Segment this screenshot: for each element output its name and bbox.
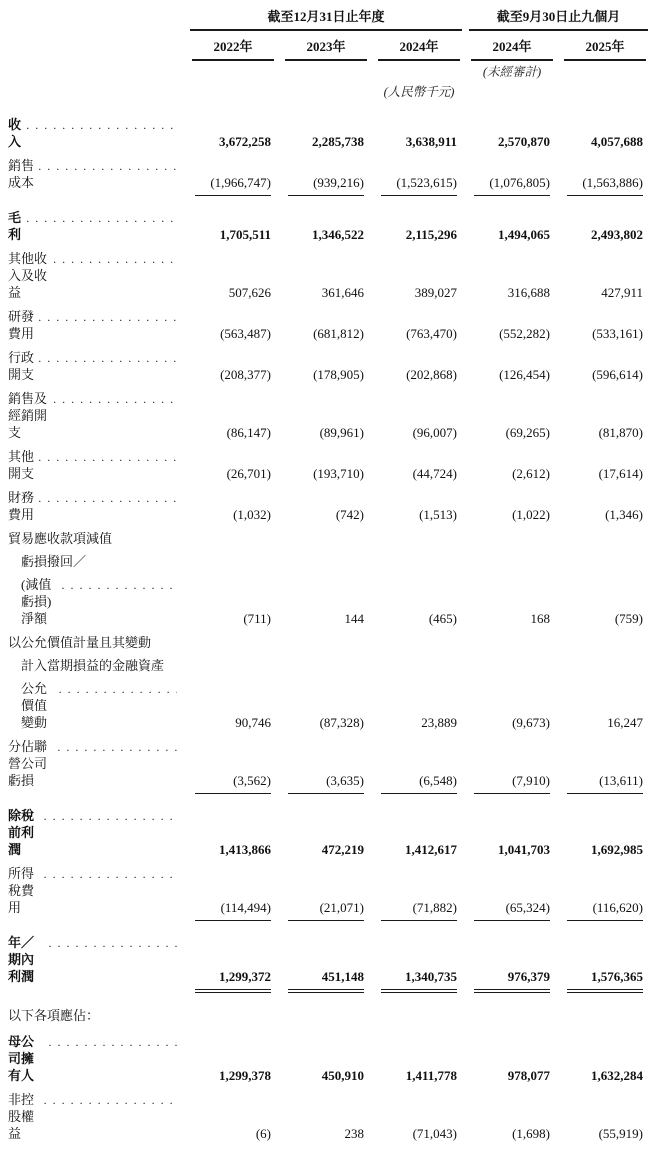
row-label [8, 634, 178, 731]
dotted-leader [38, 489, 177, 507]
row-label-line [8, 308, 178, 342]
currency-unit-note: (人民幣千元) [383, 85, 455, 99]
row-label-text: (減值虧損)淨額 [21, 577, 52, 626]
value-cell: (1,346) [605, 507, 643, 522]
row-label-text: 收入 [8, 117, 22, 149]
value-cell: (711) [243, 611, 271, 626]
table-row [8, 738, 654, 794]
row-label-text: 銷售及經銷開支 [8, 391, 48, 440]
row-label [8, 448, 178, 482]
row-label-text: 其他開支 [8, 449, 35, 481]
table-row [8, 349, 654, 383]
row-label [8, 1007, 178, 1024]
value-cell: (1,032) [233, 507, 271, 522]
row-label [8, 308, 178, 342]
group-header-annual: 截至12月31日止年度 [190, 8, 462, 31]
value-cell: (596,614) [592, 367, 643, 382]
table-row [8, 934, 654, 990]
dotted-leader [57, 738, 177, 756]
value-cell: (1,513) [419, 507, 457, 522]
row-label-line [8, 657, 178, 674]
row-label [8, 349, 178, 383]
dotted-leader [26, 209, 177, 227]
dotted-leader [53, 390, 177, 408]
row-label-text: 所得稅費用 [8, 866, 35, 915]
row-label-text: 年／期內利潤 [8, 935, 35, 984]
value-cell: (759) [614, 611, 643, 626]
row-label [8, 1033, 178, 1084]
value-cell: (1,523,615) [381, 174, 457, 196]
column-header-2024: 2024年 [378, 38, 460, 61]
value-cell: (202,868) [406, 367, 457, 382]
row-label-line [8, 489, 178, 523]
value-cell: 361,646 [321, 285, 364, 300]
dotted-leader [38, 448, 177, 466]
row-label-line [8, 807, 178, 858]
row-label-line [8, 934, 178, 985]
row-label-text: 母公司擁有人 [8, 1034, 35, 1083]
value-cell: 4,057,688 [591, 134, 643, 149]
table-header-note-row [8, 64, 654, 81]
row-label-text: 財務費用 [8, 490, 35, 522]
value-cell: (1,563,886) [567, 174, 643, 196]
row-label-text: 其他收入及收益 [8, 251, 48, 300]
value-cell: (1,076,805) [474, 174, 550, 196]
header-body-divider [8, 104, 654, 116]
value-cell: 1,299,372 [195, 968, 271, 990]
column-header-2025-interim: 2025年 [564, 38, 646, 61]
row-label-text: 計入當期損益的金融資產 [21, 658, 165, 673]
group-header-interim: 截至9月30日止九個月 [469, 8, 648, 31]
table-currency-note-row [8, 84, 654, 101]
column-header-2023: 2023年 [285, 38, 367, 61]
value-cell: (89,961) [319, 425, 364, 440]
row-label-text: 公允價值變動 [21, 681, 48, 730]
value-cell: 1,041,703 [498, 842, 550, 857]
row-label-line [8, 738, 178, 789]
row-label [8, 390, 178, 441]
row-label-text: 研發費用 [8, 309, 35, 341]
row-label [8, 1091, 178, 1142]
table-row [8, 1033, 654, 1084]
row-label-line [8, 448, 178, 482]
row-label-text: 分佔聯營公司虧損 [8, 739, 48, 788]
value-cell: (465) [428, 611, 457, 626]
value-cell: 16,247 [607, 715, 643, 730]
value-cell: 1,705,511 [219, 227, 271, 242]
column-header-2022: 2022年 [192, 38, 274, 61]
value-cell: (1,022) [512, 507, 550, 522]
value-cell: 2,115,296 [405, 227, 457, 242]
table-row [8, 489, 654, 523]
unaudited-note: (未經審計) [482, 65, 542, 79]
row-label [8, 530, 178, 627]
table-row [8, 250, 654, 301]
row-label-text: 除稅前利潤 [8, 808, 35, 857]
row-label-line [8, 634, 178, 651]
value-cell: 1,346,522 [312, 227, 364, 242]
dotted-leader [49, 1033, 177, 1051]
value-cell: (13,611) [567, 772, 643, 794]
value-cell: 1,412,617 [405, 842, 457, 857]
row-label [8, 157, 178, 196]
row-label-line [8, 1033, 178, 1084]
value-cell: (563,487) [220, 326, 271, 341]
value-cell: 1,576,365 [567, 968, 643, 990]
row-label-line [8, 209, 178, 243]
dotted-leader [38, 157, 177, 175]
value-cell: (3,635) [288, 772, 364, 794]
value-cell: 389,027 [414, 285, 457, 300]
value-cell: 427,911 [601, 285, 643, 300]
value-cell: (71,882) [381, 899, 457, 921]
value-cell: (87,328) [319, 715, 364, 730]
column-header-2024-interim: 2024年 [471, 38, 553, 61]
row-label-line [8, 250, 178, 301]
row-label-line [8, 576, 178, 627]
table-row [8, 634, 654, 731]
value-cell: (2,612) [512, 466, 550, 481]
section-heading-row [8, 1007, 654, 1024]
value-cell: 1,692,985 [591, 842, 643, 857]
value-cell: 3,672,258 [219, 134, 271, 149]
dotted-leader [38, 349, 177, 367]
value-cell: (86,147) [226, 425, 271, 440]
value-cell: (178,905) [313, 367, 364, 382]
value-cell: 3,638,911 [405, 134, 457, 149]
row-label [8, 807, 178, 858]
value-cell: (552,282) [499, 326, 550, 341]
value-cell: 472,219 [321, 842, 364, 857]
row-label-text: 毛利 [8, 210, 22, 242]
value-cell: 2,285,738 [312, 134, 364, 149]
row-label-line [8, 1091, 178, 1142]
value-cell: 1,299,378 [219, 1068, 271, 1083]
value-cell: (126,454) [499, 367, 550, 382]
value-cell: (44,724) [412, 466, 457, 481]
row-label-line [8, 116, 178, 150]
row-label [8, 116, 178, 150]
row-label [8, 209, 178, 243]
dotted-leader [61, 576, 177, 594]
value-cell: (6) [255, 1126, 271, 1141]
value-cell: (681,812) [313, 326, 364, 341]
value-cell: 976,379 [474, 968, 550, 990]
row-label-line [8, 390, 178, 441]
value-cell: (742) [335, 507, 364, 522]
value-cell: 144 [344, 611, 364, 626]
value-cell: (81,870) [598, 425, 643, 440]
value-cell: 1,411,778 [405, 1068, 457, 1083]
value-cell: 1,494,065 [498, 227, 550, 242]
dotted-leader [44, 1091, 177, 1109]
table-row [8, 209, 654, 243]
table-header-groups [8, 8, 654, 31]
row-label [8, 250, 178, 301]
value-cell: (71,043) [412, 1126, 457, 1141]
row-label-line [8, 865, 178, 916]
value-cell: (9,673) [512, 715, 550, 730]
value-cell: 90,746 [235, 715, 271, 730]
value-cell: 451,148 [288, 968, 364, 990]
table-row [8, 390, 654, 441]
value-cell: (3,562) [195, 772, 271, 794]
table-row [8, 1091, 654, 1142]
value-cell: (939,216) [288, 174, 364, 196]
value-cell: (21,071) [288, 899, 364, 921]
value-cell: (193,710) [313, 466, 364, 481]
value-cell: (1,698) [512, 1126, 550, 1141]
row-label-line [8, 349, 178, 383]
value-cell: 978,077 [507, 1068, 550, 1083]
row-label-line [8, 530, 178, 547]
row-label [8, 934, 178, 990]
row-label-line [8, 1007, 178, 1024]
value-cell: (65,324) [474, 899, 550, 921]
table-row [8, 448, 654, 482]
value-cell: 2,570,870 [498, 134, 550, 149]
value-cell: 316,688 [507, 285, 550, 300]
table-row [8, 308, 654, 342]
table-row [8, 807, 654, 858]
value-cell: (114,494) [195, 899, 271, 921]
value-cell: (69,265) [505, 425, 550, 440]
value-cell: (116,620) [567, 899, 643, 921]
value-cell: 450,910 [321, 1068, 364, 1083]
dotted-leader [26, 116, 177, 134]
table-body [8, 116, 654, 1142]
row-label-text: 以下各項應佔： [8, 1008, 100, 1023]
value-cell: (7,910) [474, 772, 550, 794]
value-cell: 1,413,866 [219, 842, 271, 857]
dotted-leader [53, 250, 177, 268]
value-cell: 1,340,735 [381, 968, 457, 990]
row-label-line [8, 553, 178, 570]
value-cell: 238 [344, 1126, 364, 1141]
value-cell: 2,493,802 [591, 227, 643, 242]
table-row [8, 116, 654, 150]
table-row [8, 865, 654, 921]
value-cell: (208,377) [220, 367, 271, 382]
value-cell: (55,919) [598, 1126, 643, 1141]
value-cell: 1,632,284 [591, 1068, 643, 1083]
row-label-text: 以公允價值計量且其變動 [8, 635, 152, 650]
row-label-text: 非控股權益 [8, 1092, 35, 1141]
row-label [8, 865, 178, 921]
dotted-leader [44, 865, 177, 883]
row-label-line [8, 157, 178, 191]
value-cell: 168 [530, 611, 550, 626]
table-row [8, 157, 654, 196]
row-label [8, 489, 178, 523]
row-label [8, 738, 178, 794]
dotted-leader [59, 680, 177, 698]
value-cell: (26,701) [226, 466, 271, 481]
value-cell: 507,626 [228, 285, 271, 300]
value-cell: (6,548) [381, 772, 457, 794]
table-header-years [8, 38, 654, 61]
row-label-text: 虧損撥回／ [21, 554, 87, 569]
dotted-leader [49, 934, 177, 952]
dotted-leader [38, 308, 177, 326]
dotted-leader [44, 807, 177, 825]
row-label-text: 銷售成本 [8, 158, 35, 190]
row-label-text: 行政開支 [8, 350, 35, 382]
value-cell: (763,470) [406, 326, 457, 341]
value-cell: (533,161) [592, 326, 643, 341]
value-cell: (17,614) [598, 466, 643, 481]
value-cell: 23,889 [421, 715, 457, 730]
value-cell: (96,007) [412, 425, 457, 440]
value-cell: (1,966,747) [195, 174, 271, 196]
table-row [8, 530, 654, 627]
row-label-text: 貿易應收款項減值 [8, 531, 113, 546]
